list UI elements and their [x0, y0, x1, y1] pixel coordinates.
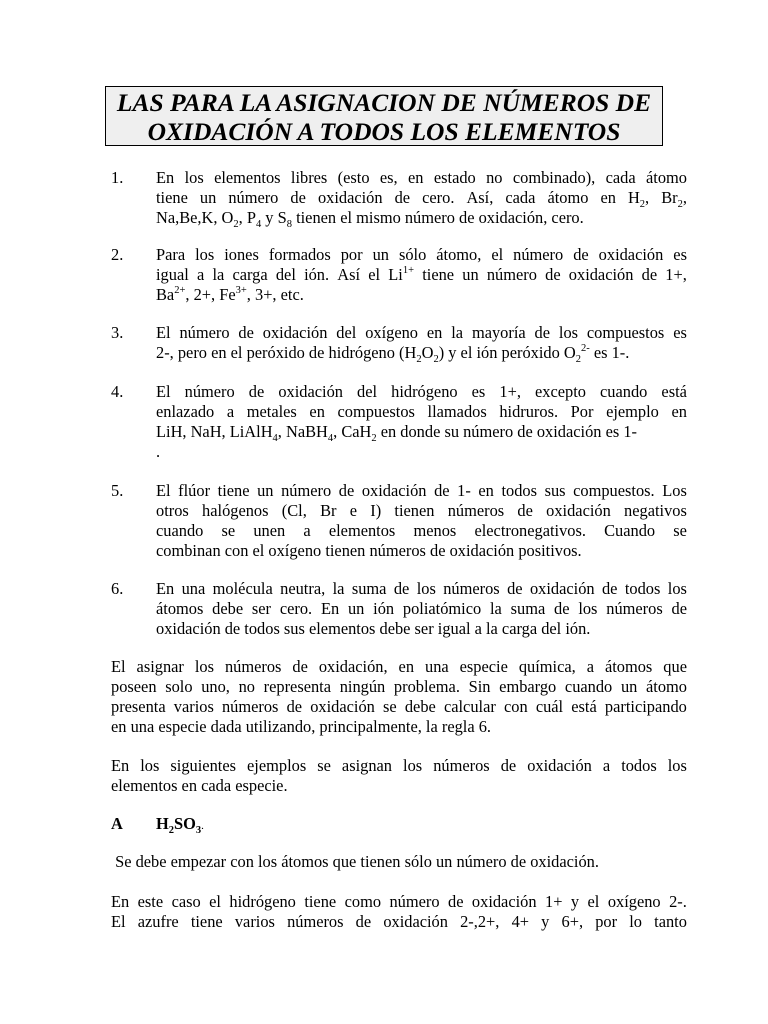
paragraph-3: [111, 852, 687, 872]
rule-line: Na,Be,K, $O_2$, $P_4$ y $S_8$ tienen el mismo número de oxidación, cero.: [156, 208, 584, 230]
rule-line: cuando se unen a elementos menos electronegativos. Cuando se: [156, 521, 687, 540]
rule-text: [156, 481, 687, 561]
paragraph-line: presenta varios números de oxidación se debe calcular con cuál está participando: [111, 697, 687, 716]
rule-line: El número de oxidación del hidrógeno es 1+, excepto cuando está: [156, 382, 687, 401]
rule-number: 4.: [111, 382, 124, 401]
paragraph-line: El azufre tiene varios números de oxidación 2-,2+, 4+ y 6+, por lo tanto: [111, 912, 687, 931]
rule-number: 5.: [111, 481, 124, 500]
rule-line: combinan con el oxígeno tienen números de oxidación positivos.: [156, 541, 582, 560]
paragraph-line: En los siguientes ejemplos se asignan los números de oxidación a todos los: [111, 756, 687, 775]
example-formula-text: $H_2SO_3$: [156, 814, 202, 836]
rule-text: [156, 323, 687, 363]
paragraph-line: El asignar los números de oxidación, en una especie química, a átomos que: [111, 657, 687, 676]
example-letter: A: [111, 814, 123, 833]
rule-line: El número de oxidación del oxígeno en la mayoría de los compuestos es: [156, 323, 687, 342]
paragraph-line: poseen solo uno, no representa ningún problema. Sin embargo cuando un átomo: [111, 677, 687, 696]
rule-line: El flúor tiene un número de oxidación de 1- en todos sus compuestos. Los: [156, 481, 687, 500]
rule-line: otros halógenos (Cl, Br e I) tienen números de oxidación negativos: [156, 501, 687, 520]
rule-line: .: [156, 442, 161, 461]
rule-number: 1.: [111, 168, 124, 187]
rule-text: [156, 245, 687, 305]
rule-number: 6.: [111, 579, 124, 598]
rule-line: En los elementos libres (esto es, en estado no combinado), cada átomo: [156, 168, 687, 187]
rule-text: [156, 579, 687, 639]
rule-line: $Ba^{2+}$, 2+, $Fe^{3+}$, 3+, etc.: [156, 285, 304, 304]
example-formula: [156, 814, 204, 836]
rule-line: En una molécula neutra, la suma de los números de oxidación de todos los: [156, 579, 687, 598]
rule-line: igual a la carga del ión. Así el $Li^{1+}$ tiene un número de oxidación de 1+,: [156, 265, 687, 284]
paragraph-1: [111, 657, 687, 737]
title-line-1: LAS PARA LA ASIGNACION DE NÚMEROS DE: [116, 88, 652, 117]
rule-line: 2-, pero en el peróxido de hidrógeno $(H_2O_2)$ y el ión peróxido $O_2^{2-}$ es 1-.: [156, 343, 630, 365]
paragraph-2: [111, 756, 687, 796]
paragraph-line: Se debe empezar con los átomos que tienen sólo un número de oxidación.: [111, 852, 599, 871]
paragraph-4: [111, 892, 687, 932]
title-box: [105, 86, 663, 146]
rule-line: enlazado a metales en compuestos llamados hidruros. Por ejemplo en: [156, 402, 687, 421]
rule-line: LiH, NaH, LiAlH$_4$, NaBH$_4$, CaH$_2$ en donde su número de oxidación es 1-: [156, 422, 637, 444]
example-formula-suffix: .: [201, 820, 204, 832]
rule-line: oxidación de todos sus elementos debe ser igual a la carga del ión.: [156, 619, 591, 638]
rule-line: Para los iones formados por un sólo átomo, el número de oxidación es: [156, 245, 687, 264]
rule-number: 3.: [111, 323, 124, 342]
rule-line: tiene un número de oxidación de cero. Así, cada átomo en $H_2$, $Br_2$,: [156, 188, 687, 210]
paragraph-line: en una especie dada utilizando, principalmente, la regla 6.: [111, 717, 492, 736]
title-line-2: OXIDACIÓN A TODOS LOS ELEMENTOS: [147, 117, 621, 146]
rule-text: [156, 382, 687, 462]
paragraph-line: elementos en cada especie.: [111, 776, 288, 795]
rule-line: átomos debe ser cero. En un ión poliatómico la suma de los números de: [156, 599, 687, 618]
paragraph-line: En este caso el hidrógeno tiene como número de oxidación 1+ y el oxígeno 2-.: [111, 892, 687, 911]
rule-number: 2.: [111, 245, 124, 264]
rule-text: [156, 168, 687, 228]
